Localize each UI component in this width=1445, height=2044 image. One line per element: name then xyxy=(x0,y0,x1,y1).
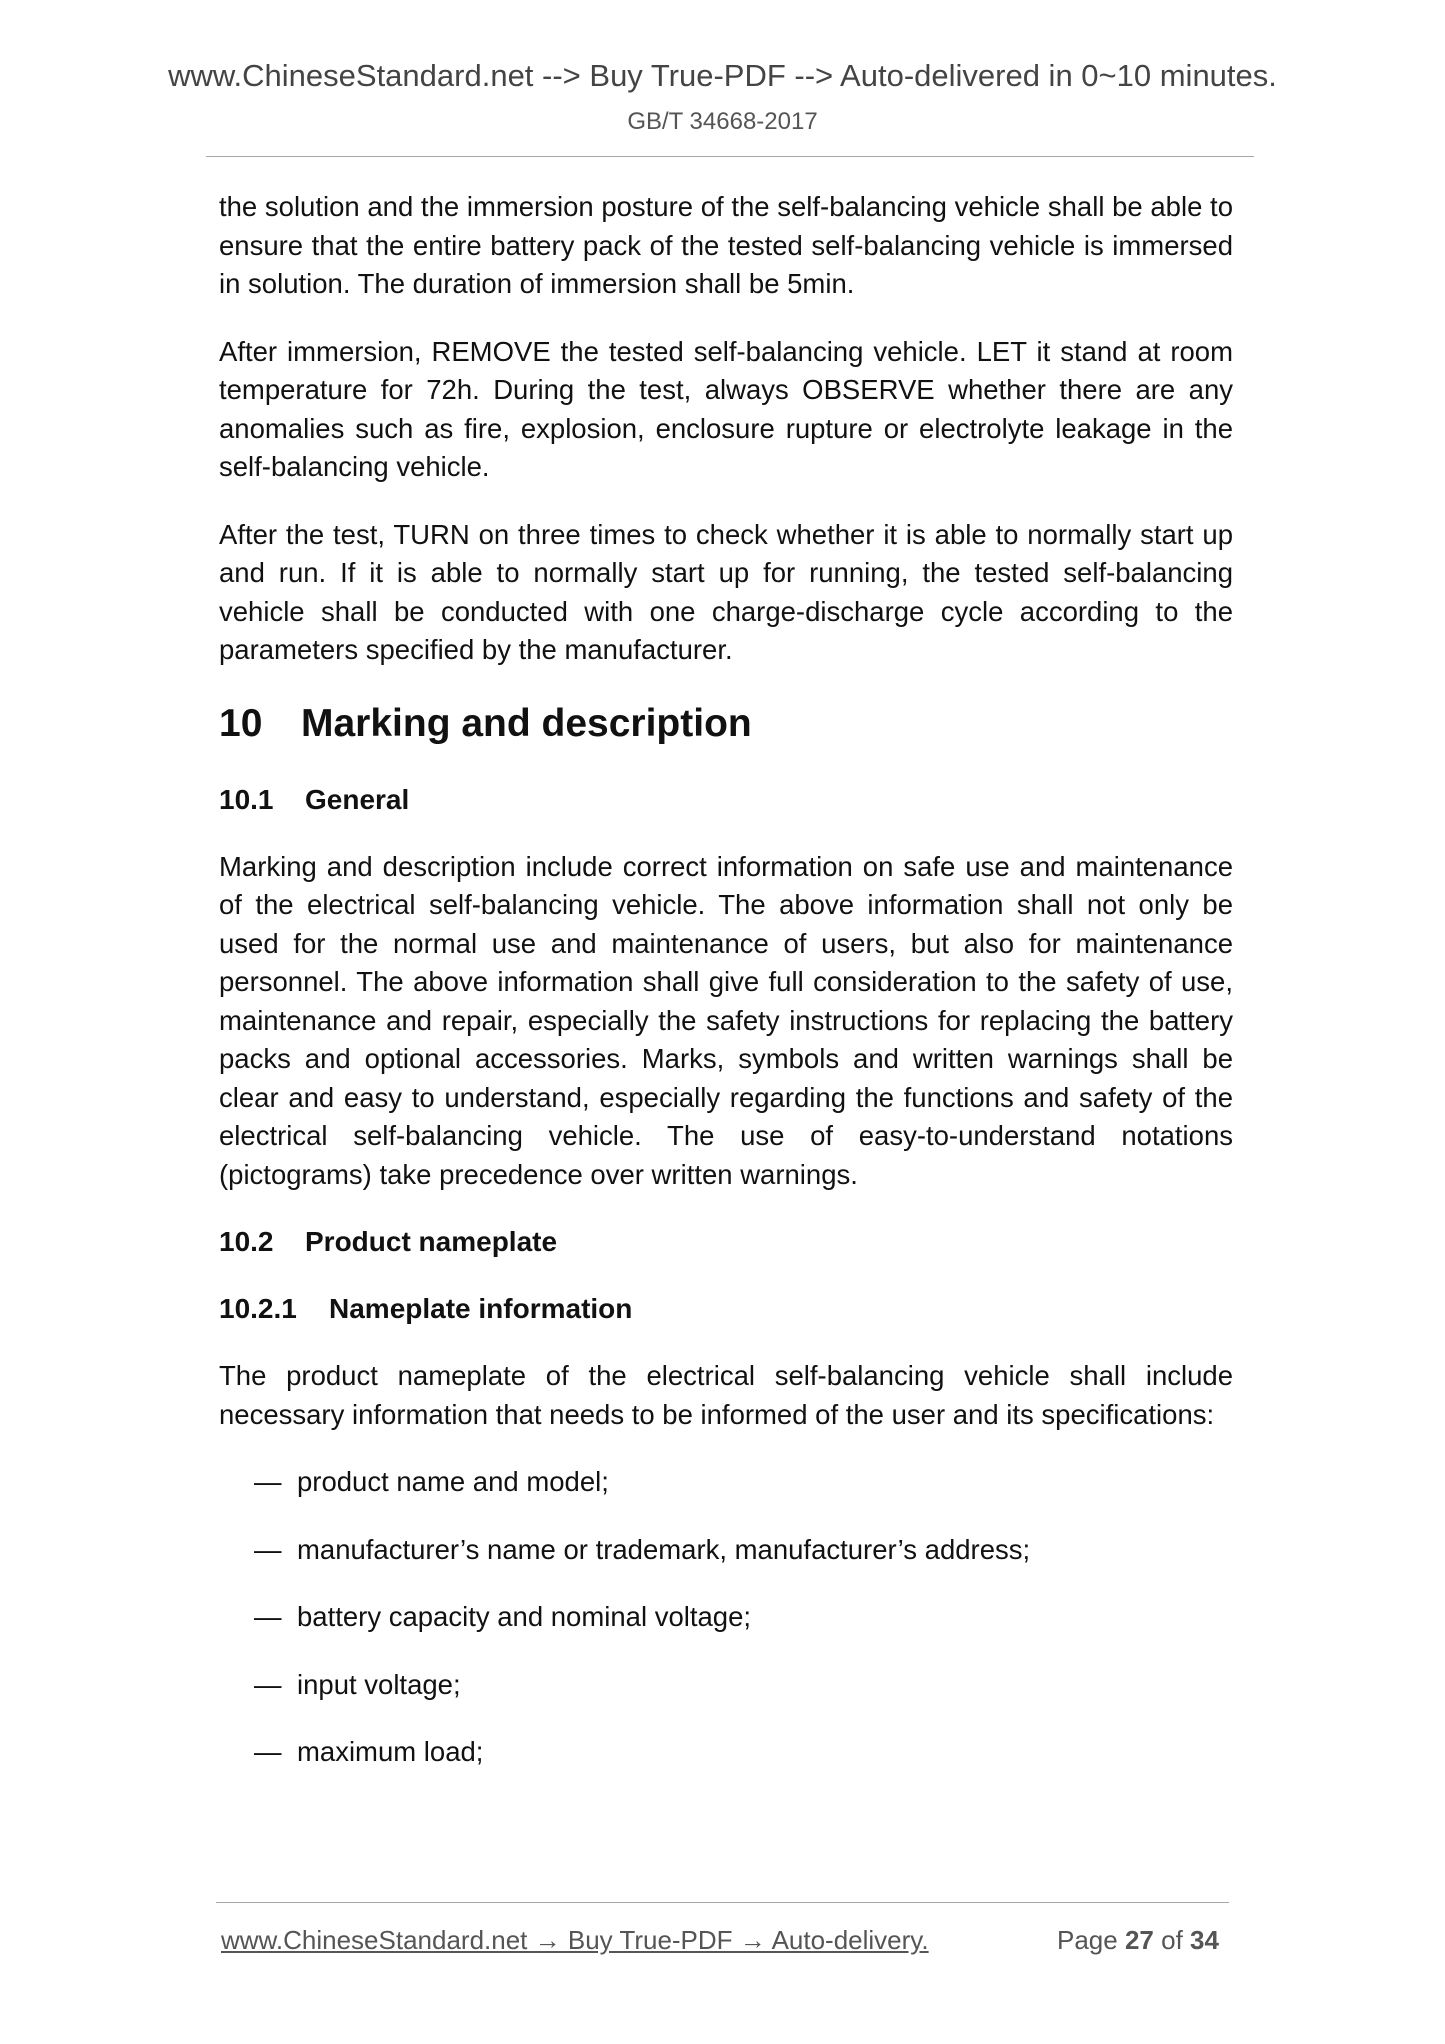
section-10-2-title: Product nameplate xyxy=(305,1226,558,1257)
section-10-2-1-number: 10.2.1 xyxy=(219,1293,297,1324)
page-current: 27 xyxy=(1124,1925,1154,1955)
list-item-text: input voltage; xyxy=(297,1668,461,1700)
list-item xyxy=(219,1598,1233,1637)
nameplate-list xyxy=(219,1463,1233,1772)
footer-divider xyxy=(216,1902,1229,1903)
dash-bullet: — xyxy=(254,1466,282,1497)
dash-bullet: — xyxy=(254,1601,282,1632)
list-item-text: product name and model; xyxy=(297,1466,609,1497)
section-10-1-number: 10.1 xyxy=(219,783,274,815)
list-item xyxy=(219,1463,1233,1502)
document-body xyxy=(219,188,1233,1801)
paragraph-after-test: After the test, TURN on three times to check whether it is able to normally start up and run. If it is able to normally start up for running, the tested self-balancing vehicle shall be conducted with one charge-discharge cycle according to the parameters specified by the manufacturer. xyxy=(219,518,1233,665)
list-item xyxy=(219,1733,1233,1772)
paragraph-immersion-posture: the solution and the immersion posture of the self-balancing vehicle shall be able to ensure that the entire battery pack of the tested self-balancing vehicle is immersed in solution. The duration of immersion shall be 5min. xyxy=(219,191,1233,299)
header-banner: www.ChineseStandard.net --> Buy True-PDF --> Auto-delivered in 0~10 minutes. xyxy=(168,58,1277,93)
list-item-text: maximum load; xyxy=(297,1736,484,1767)
list-item xyxy=(219,1666,1233,1705)
list-item-text: manufacturer’s name or trademark, manufacturer’s address; xyxy=(297,1533,1031,1565)
section-10-number: 10 xyxy=(219,701,263,745)
list-item-text: battery capacity and nominal voltage; xyxy=(297,1601,752,1632)
paragraph-nameplate-info: The product nameplate of the electrical self-balancing vehicle shall include necessary information that needs to be informed of the user and its specifications: xyxy=(219,1360,1233,1430)
dash-bullet: — xyxy=(254,1533,282,1565)
list-item xyxy=(219,1531,1233,1570)
section-10-heading xyxy=(219,699,1233,749)
standard-id: GB/T 34668-2017 xyxy=(627,108,818,135)
dash-bullet: — xyxy=(254,1736,282,1767)
page-total: 34 xyxy=(1190,1925,1219,1955)
paragraph-after-immersion: After immersion, REMOVE the tested self-balancing vehicle. LET it stand at room temperature for 72h. During the test, always OBSERVE whether there are any anomalies such as fire, explosion, enclosure rupture or electrolyte leakage in the self-balancing vehicle. xyxy=(219,335,1233,482)
section-10-1-heading xyxy=(219,781,1233,819)
paragraph-general: Marking and description include correct information on safe use and maintenance of the electrical self-balancing vehicle. The above information shall not only be used for the normal use and maintenance of users, but also for maintenance personnel. The above information shall give full consideration to the safety of use, maintenance and repair, especially the safety instructions for replacing the battery packs and optional accessories. Marks, symbols and written warnings shall be clear and easy to understand, especially regarding the functions and safety of the electrical self-balancing vehicle. The use of easy-to-understand notations (pictograms) take precedence over written warnings. xyxy=(219,850,1233,1190)
section-10-2-number: 10.2 xyxy=(219,1226,274,1257)
section-10-2-1-heading xyxy=(219,1290,1233,1328)
section-10-1-title: General xyxy=(305,783,410,815)
page-word: Page xyxy=(1057,1925,1118,1955)
section-10-title: Marking and description xyxy=(301,701,752,745)
section-10-2-1-title: Nameplate information xyxy=(329,1293,633,1324)
header-divider xyxy=(206,156,1254,157)
footer-store-link[interactable]: www.ChineseStandard.net → Buy True-PDF → Auto-delivery. xyxy=(221,1925,929,1955)
dash-bullet: — xyxy=(254,1668,282,1700)
page-of: of xyxy=(1161,1925,1183,1955)
page-indicator xyxy=(1057,1924,1219,1956)
section-10-2-heading xyxy=(219,1223,1233,1261)
